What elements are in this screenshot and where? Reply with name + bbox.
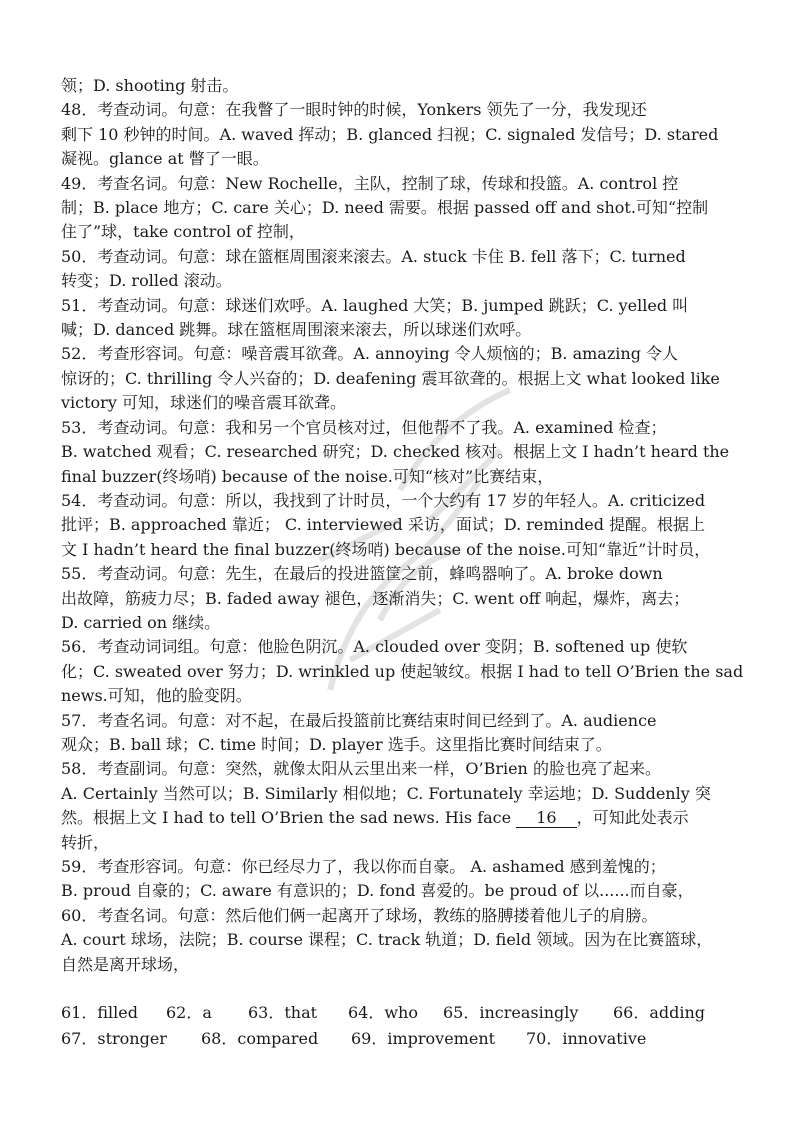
- answer-item: 70．innovative: [526, 1029, 647, 1049]
- text-segment: 然。根据上文 I had to tell O’Brien the sad news. His face: [61, 808, 512, 828]
- text-line: 批评；B. approached 靠近； C. interviewed 采访，面试；D. reminded 提醒。根据上: [61, 515, 706, 535]
- answer-item: 61．filled: [61, 1003, 138, 1023]
- text-segment: ，可知此处表示: [576, 808, 689, 828]
- answer-item: 69．improvement: [351, 1029, 496, 1049]
- text-line: 转变；D. rolled 滚动。: [61, 271, 232, 291]
- text-line: 自然是离开球场，: [61, 954, 190, 974]
- answer-row: [61, 1027, 751, 1053]
- text-line: 观众；B. ball 球；C. time 时间；D. player 选手。这里指比赛时间结束了。: [61, 734, 612, 754]
- text-line: 化；C. sweated over 努力；D. wrinkled up 使起皱纹。根据 I had to tell O’Brien the sad: [61, 661, 744, 681]
- text-line: 住了”球，take control of 控制，: [61, 222, 305, 242]
- text-line: 51．考查动词。句意：球迷们欢呼。A. laughed 大笑；B. jumped 跳跃；C. yelled 叫: [61, 295, 689, 315]
- answer-item: 67．stronger: [61, 1029, 167, 1049]
- text-line: 转折，: [61, 832, 110, 852]
- text-line: news.可知，他的脸变阴。: [61, 686, 252, 706]
- answer-item: 68．compared: [201, 1029, 319, 1049]
- text-line: A. Certainly 当然可以；B. Similarly 相似地；C. Fortunately 幸运地；D. Suddenly 突: [61, 783, 711, 803]
- text-line: 出故障，筋疲力尽；B. faded away 褪色，逐渐消失；C. went off 响起，爆炸，离去；: [61, 588, 690, 608]
- text-line: B. watched 观看；C. researched 研究；D. checked 核对。根据上文 I hadn’t heard the: [61, 442, 730, 462]
- answer-item: 65．increasingly: [443, 1003, 579, 1023]
- fill-blank: 16: [516, 809, 576, 828]
- answer-item: 66．adding: [613, 1003, 706, 1023]
- text-line: 59．考查形容词。句意：你已经尽力了，我以你而自豪。 A. ashamed 感到羞愧的；: [61, 857, 666, 876]
- answer-key: [61, 1001, 751, 1053]
- text-line: final buzzer(终场哨) because of the noise.可知“核对”比赛结束，: [61, 466, 554, 486]
- text-line: 53．考查动词。句意：我和另一个官员核对过，但他帮不了我。A. examined 检查；: [61, 417, 667, 437]
- text-line: 49．考查名词。句意：New Rochelle，主队，控制了球，传球和投篮。A. control 控: [61, 173, 679, 193]
- answer-item: 63．that: [248, 1003, 318, 1023]
- text-line: 喊；D. danced 跳舞。球在篮框周围滚来滚去，所以球迷们欢呼。: [61, 320, 532, 340]
- text-line: 54．考查动词。句意：所以，我找到了计时员，一个大约有 17 岁的年轻人。A. criticized: [61, 490, 706, 510]
- text-line: 剩下 10 秒钟的时间。A. waved 挥动；B. glanced 扫视；C. signaled 发信号；D. stared: [61, 124, 719, 144]
- text-line: 凝视。glance at 瞥了一眼。: [61, 149, 269, 169]
- text-line: 58．考查副词。句意：突然，就像太阳从云里出来一样，O’Brien 的脸也亮了起来。: [61, 759, 661, 779]
- answer-item: 62．a: [166, 1003, 212, 1023]
- text-line: 文 I hadn’t heard the final buzzer(终场哨) because of the noise.可知“靠近”计时员，: [61, 539, 711, 559]
- text-line: B. proud 自豪的；C. aware 有意识的；D. fond 喜爱的。be proud of 以......而自豪，: [61, 881, 694, 901]
- answer-item: 64．who: [348, 1003, 418, 1023]
- text-line: 领；D. shooting 射击。: [61, 76, 239, 95]
- text-line: 57．考查名词。句意：对不起，在最后投篮前比赛结束时间已经到了。A. audience: [61, 710, 657, 730]
- text-line: 48．考查动词。句意：在我瞥了一眼时钟的时候，Yonkers 领先了一分，我发现还: [61, 100, 647, 120]
- answer-row: [61, 1001, 751, 1027]
- text-line: 惊讶的；C. thrilling 令人兴奋的；D. deafening 震耳欲聋的。根据上文 what looked like: [61, 368, 720, 388]
- text-line: 50．考查动词。句意：球在篮框周围滚来滚去。A. stuck 卡住 B. fell 落下；C. turned: [61, 246, 686, 266]
- text-line: D. carried on 继续。: [61, 612, 221, 632]
- text-line: 52．考查形容词。句意：噪音震耳欲聋。A. annoying 令人烦恼的；B. amazing 令人: [61, 344, 679, 364]
- text-line: 60．考查名词。句意：然后他们俩一起离开了球场，教练的胳膊搂着他儿子的肩膀。: [61, 905, 658, 925]
- text-line: victory 可知，球迷们的噪音震耳欲聋。: [61, 393, 346, 413]
- text-line: A. court 球场，法院；B. course 课程；C. track 轨道；D. field 领域。因为在比赛篮球，: [61, 930, 713, 950]
- text-line: 55．考查动词。句意：先生，在最后的投进篮筐之前，蜂鸣器响了。A. broke down: [61, 564, 663, 584]
- text-line: 56．考查动词词组。句意：他脸色阴沉。A. clouded over 变阴；B. softened up 使软: [61, 637, 688, 657]
- text-line: 制；B. place 地方；C. care 关心；D. need 需要。根据 passed off and shot.可知“控制: [61, 198, 709, 218]
- answer-explanations: [61, 74, 751, 1053]
- text-line-with-blank: [61, 806, 751, 830]
